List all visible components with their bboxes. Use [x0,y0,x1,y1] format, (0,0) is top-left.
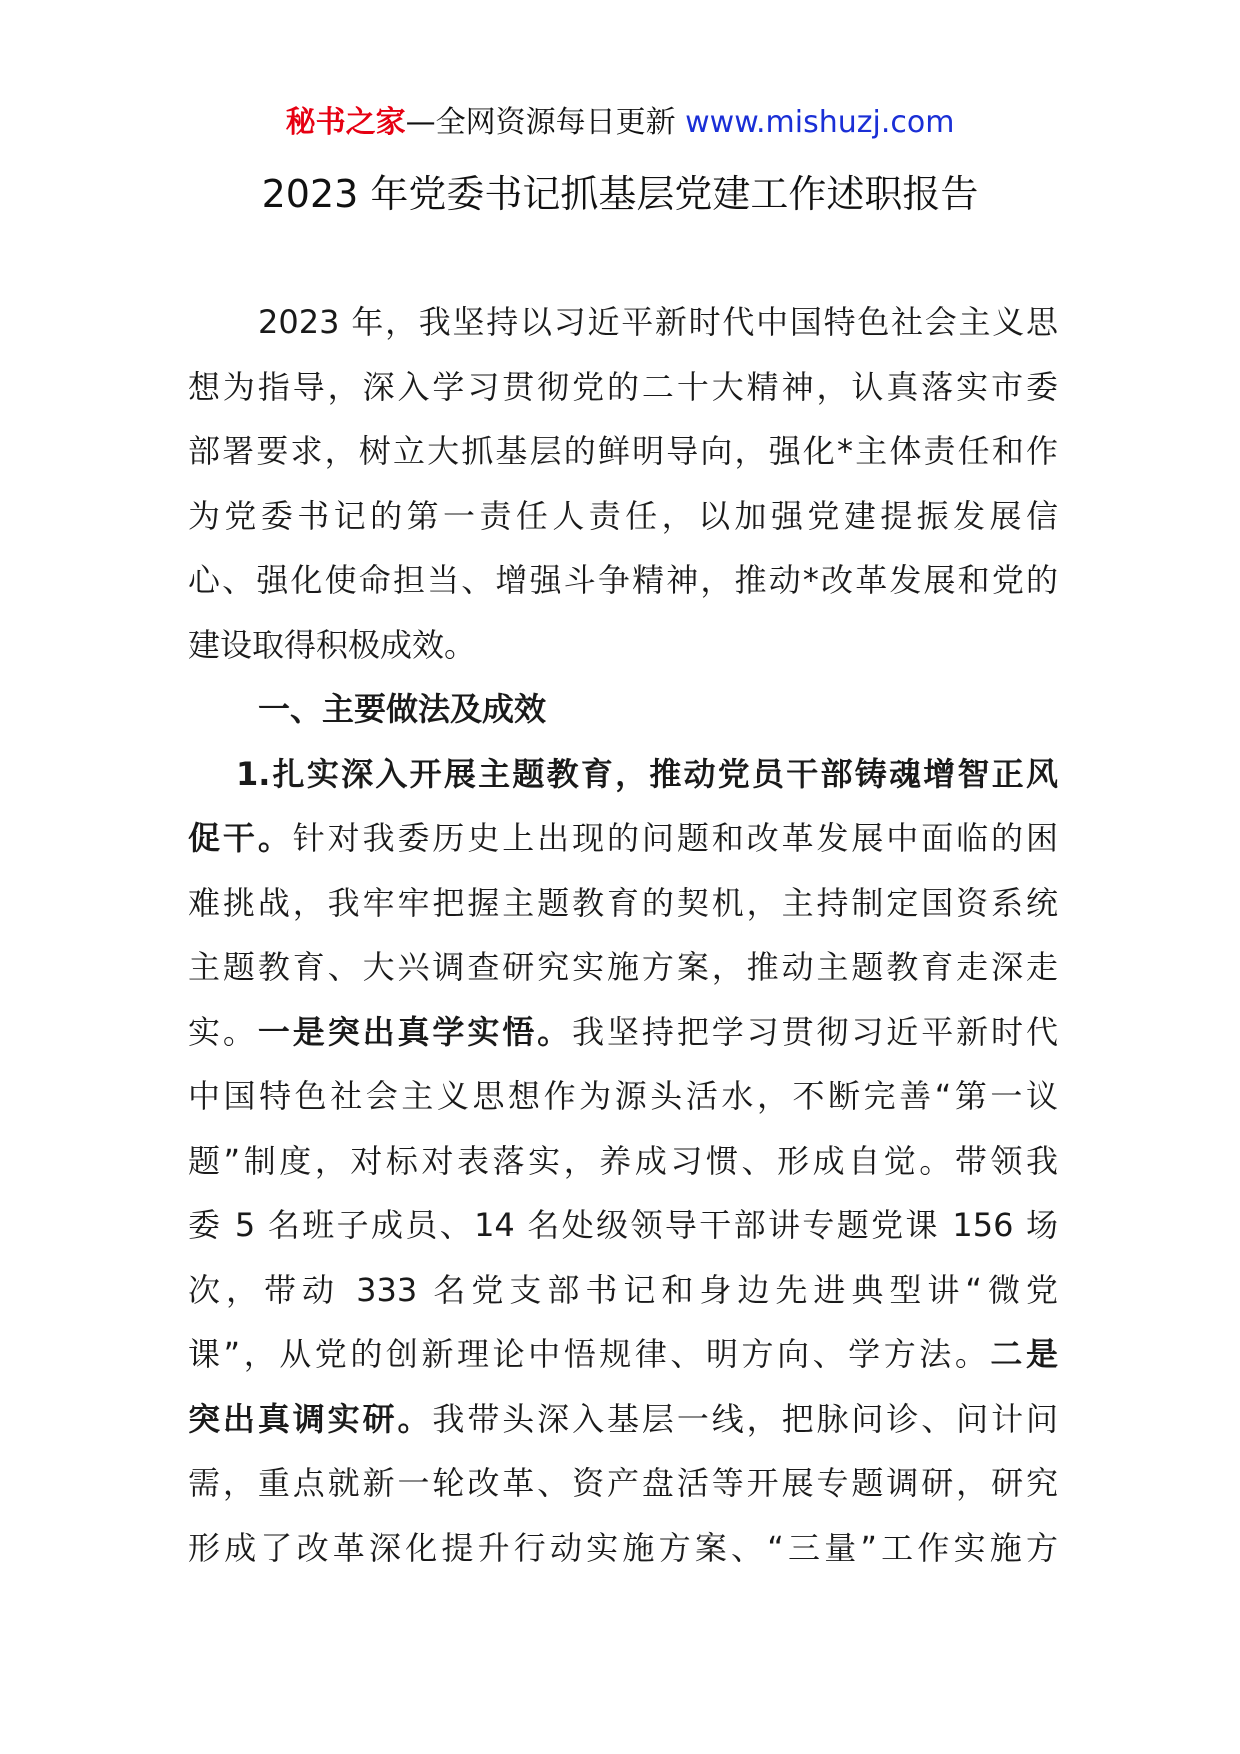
paragraph-line: 委 5 名班子成员、14 名处级领导干部讲专题党课 156 场 [188,1206,1058,1244]
item-heading-end: 促干。 [188,819,293,857]
paragraph-line [188,806,1058,871]
paragraph-text: 我带头深入基层一线，把脉问诊、问计问 [432,1399,1058,1438]
header-tagline: —全网资源每日更新 [405,105,686,140]
paragraph-line: 想为指导，深入学习贯彻党的二十大精神，认真落实市委 [188,367,1058,406]
paragraph-line: 为党委书记的第一责任人责任，以加强党建提振发展信 [188,496,1058,535]
paragraph-line: 形成了改革深化提升行动实施方案、“三量”工作实施方 [188,1528,1058,1567]
paragraph-text: 实。 [188,1012,258,1051]
paragraph-line: 题”制度，对标对表落实，养成习惯、形成自觉。带领我 [188,1141,1058,1180]
point-heading-two-start: 二是 [990,1335,1058,1373]
paragraph-text: 我坚持把学习贯彻习近平新时代 [572,1012,1058,1051]
header-url-link[interactable]: www.mishuzj.com [685,105,955,140]
paragraph-line: 难挑战，我牢牢把握主题教育的契机，主持制定国资系统 [188,883,1058,922]
brand-name: 秘书之家 [285,105,406,140]
paragraph-line: 需，重点就新一轮改革、资产盘活等开展专题调研，研究 [188,1464,1058,1502]
paragraph-line: 部署要求，树立大抓基层的鲜明导向，强化*主体责任和作 [188,432,1058,470]
item-heading: 1.扎实深入开展主题教育，推动党员干部铸魂增智正风 [236,754,1058,793]
paragraph-text: 课”，从党的创新理论中悟规律、明方向、学方法。 [188,1335,991,1373]
paragraph-line [188,1000,1058,1065]
point-heading-one: 一是突出真学实悟。 [257,1012,573,1051]
point-heading-two-end: 突出真调实研。 [188,1399,433,1438]
paragraph-line [188,1387,1058,1452]
paragraph-line: 心、强化使命担当、增强斗争精神，推动*改革发展和党的 [188,561,1058,599]
paragraph-line: 主题教育、大兴调查研究实施方案，推动主题教育走深走 [188,948,1058,986]
paragraph-line: 建设取得积极成效。 [188,625,477,664]
paragraph-line [188,1322,1058,1387]
paragraph-text: 针对我委历史上出现的问题和改革发展中面临的困 [292,819,1058,857]
watermark-header [0,103,1240,143]
document-title: 2023 年党委书记抓基层党建工作述职报告 [261,172,979,216]
paragraph-line: 中国特色社会主义思想作为源头活水，不断完善“第一议 [188,1077,1058,1115]
section-heading: 一、主要做法及成效 [258,690,547,728]
paragraph-line: 次，带动 333 名党支部书记和身边先进典型讲“微党 [188,1270,1058,1309]
document-body [188,290,1058,1580]
paragraph-line: 2023 年，我坚持以习近平新时代中国特色社会主义思 [258,303,1058,341]
